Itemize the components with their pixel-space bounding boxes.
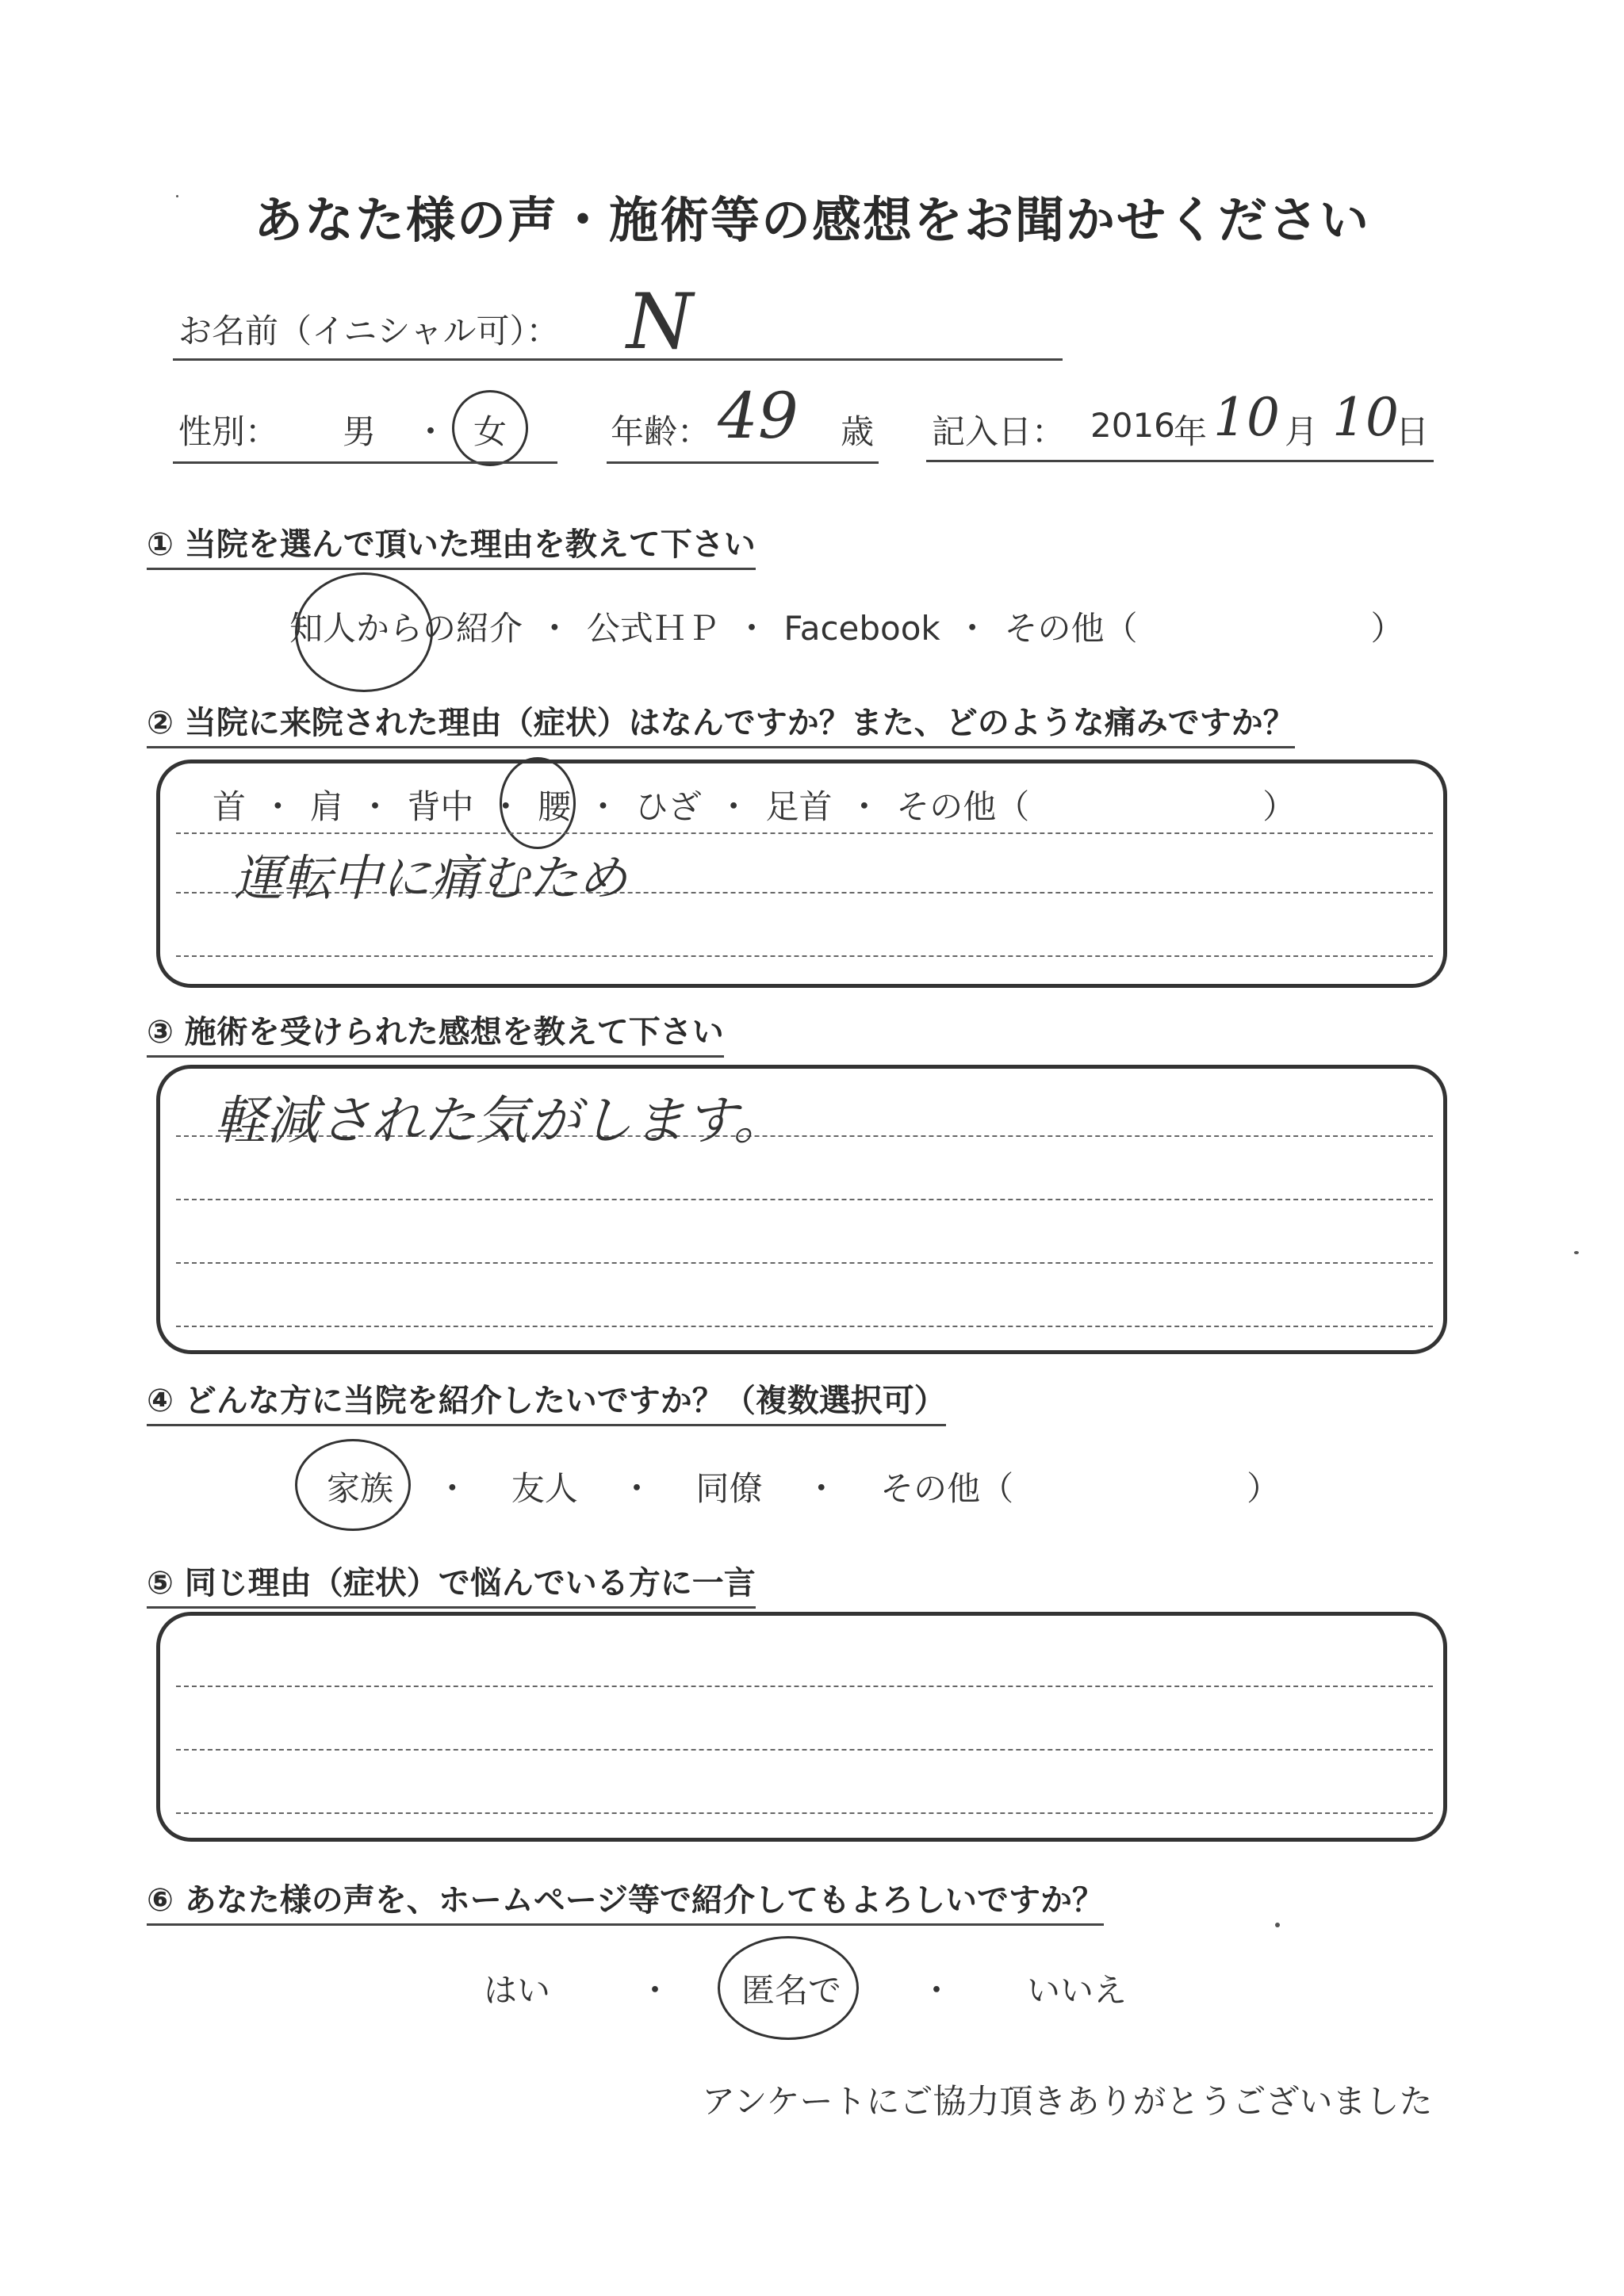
form-title: あなた様の声・施術等の感想をお聞かせください	[253, 191, 1370, 249]
answer-line	[176, 832, 1433, 834]
gender-underline	[173, 461, 557, 464]
date-day-unit: 日	[1396, 412, 1430, 451]
age-label: 年齢：	[611, 412, 711, 451]
gender-label: 性別：	[178, 412, 279, 451]
answer-line	[176, 1326, 1433, 1327]
date-label: 記入日：	[932, 412, 1066, 451]
gender-option-female[interactable]: 女	[473, 412, 508, 451]
q6-option-no[interactable]: いいえ	[1027, 1971, 1128, 2010]
q6-heading: ⑥ あなた様の声を、ホームページ等で紹介してもよろしいですか？	[147, 1875, 1104, 1926]
date-underline	[926, 460, 1434, 462]
selection-circle	[295, 572, 433, 692]
q2-answer-text[interactable]: 運転中に痛むため	[234, 849, 628, 907]
name-value[interactable]: N	[626, 277, 693, 366]
selection-circle	[500, 757, 576, 849]
q4-options[interactable]: 家族 ・ 友人 ・ 同僚 ・ その他（ ）	[327, 1469, 1281, 1508]
q1-heading: ① 当院を選んで頂いた理由を教えて下さい	[147, 519, 756, 570]
scan-speck	[1574, 1251, 1579, 1254]
q1-options[interactable]: 知人からの紹介 ・ 公式ＨＰ ・ Facebook ・ その他（ ）	[289, 609, 1404, 648]
gender-option-male[interactable]: 男	[343, 412, 377, 451]
age-underline	[607, 461, 879, 464]
q6-separator: ・	[638, 1971, 672, 2010]
date-year: 2016	[1090, 406, 1175, 445]
q6-option-yes[interactable]: はい	[484, 1971, 551, 2010]
answer-line	[176, 1686, 1433, 1687]
date-month[interactable]: 10	[1213, 387, 1280, 448]
selection-circle	[295, 1439, 411, 1531]
q3-heading: ③ 施術を受けられた感想を教えて下さい	[147, 1007, 724, 1058]
name-underline	[173, 358, 1063, 361]
name-label: お名前（イニシャル可）：	[178, 312, 560, 350]
q5-heading: ⑤ 同じ理由（症状）で悩んでいる方に一言	[147, 1558, 756, 1609]
q6-separator: ・	[920, 1971, 954, 2010]
q3-answer-text[interactable]: 軽減された気がします。	[214, 1090, 786, 1151]
selection-circle	[452, 390, 528, 466]
q2-options[interactable]: 首 ・ 肩 ・ 背中 ・ 腰 ・ ひざ ・ 足首 ・ その他（ ）	[213, 787, 1297, 826]
answer-line	[176, 1812, 1433, 1814]
scan-speck	[176, 195, 178, 197]
q6-option-anonymous[interactable]: 匿名で	[741, 1971, 842, 2010]
date-year-unit: 年	[1174, 412, 1208, 451]
q4-heading: ④ どんな方に当院を紹介したいですか？（複数選択可）	[147, 1376, 946, 1426]
date-day[interactable]: 10	[1332, 387, 1399, 448]
date-month-unit: 月	[1285, 412, 1319, 451]
answer-line	[176, 1199, 1433, 1200]
answer-line	[176, 1749, 1433, 1751]
scan-speck	[1275, 1923, 1280, 1927]
answer-line	[176, 1262, 1433, 1264]
q2-heading: ② 当院に来院された理由（症状）はなんですか？また、どのような痛みですか？	[147, 698, 1295, 748]
q5-answer-box[interactable]	[156, 1612, 1447, 1842]
selection-circle	[718, 1936, 859, 2040]
gender-separator: ・	[414, 412, 448, 451]
answer-line	[176, 955, 1433, 957]
age-unit: 歳	[841, 412, 875, 451]
closing-message: アンケートにご協力頂きありがとうございました	[702, 2082, 1433, 2121]
age-value[interactable]: 49	[718, 379, 799, 453]
